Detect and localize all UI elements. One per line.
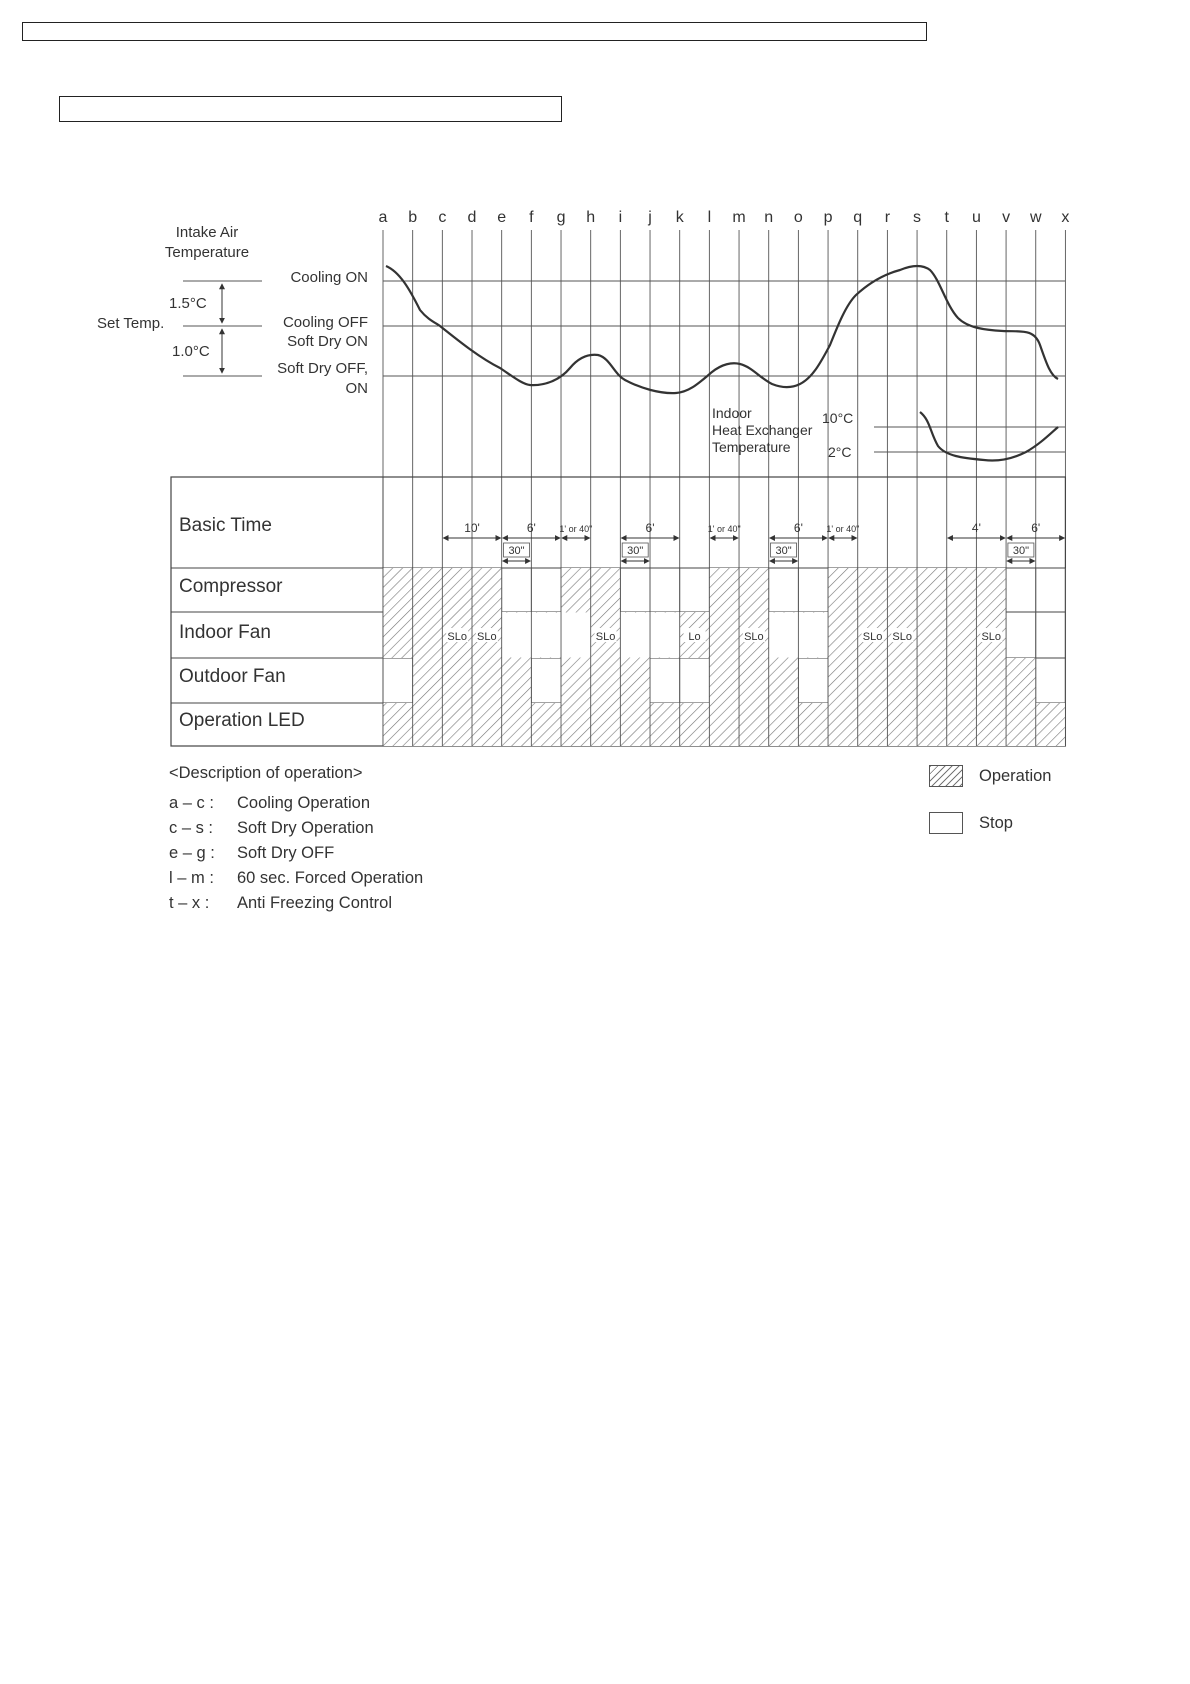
fan-speed-label: SLo <box>477 631 497 643</box>
row-label-compressor: Compressor <box>179 576 283 597</box>
level-soft-dry-off-on: ON <box>345 380 368 397</box>
short-span-label: 30" <box>508 545 525 557</box>
time-span-label: 6' <box>645 521 655 535</box>
intake-title-line2: Temperature <box>164 244 250 261</box>
column-letter-p: p <box>823 209 833 226</box>
intake-air-temperature-curve <box>386 266 1058 393</box>
level-soft-dry-on: Soft Dry ON <box>287 333 368 350</box>
description-item <box>169 819 374 838</box>
fan-speed-label: Lo <box>688 631 701 643</box>
column-letter-w: w <box>1029 209 1042 226</box>
column-letter-r: r <box>884 209 891 226</box>
column-letter-d: d <box>467 209 477 226</box>
legend-operation-swatch <box>929 765 963 787</box>
heat-exchanger-temperature-curve <box>920 412 1058 461</box>
description-text: Cooling Operation <box>237 794 370 812</box>
indoor-fan-stop-cell <box>502 613 591 658</box>
outdoor-fan-on-cell <box>709 658 798 703</box>
time-span-label: 4' <box>971 521 981 535</box>
column-letters <box>379 209 1070 226</box>
column-letter-m: m <box>732 209 746 226</box>
hex-label-line3: Temperature <box>712 439 791 455</box>
column-letter-b: b <box>408 209 418 226</box>
fan-speed-label: SLo <box>447 631 467 643</box>
time-span-label: 6' <box>793 521 803 535</box>
column-letter-a: a <box>378 209 388 226</box>
row-label-basic-time: Basic Time <box>179 515 272 536</box>
level-cooling-off: Cooling OFF <box>282 314 368 331</box>
level-soft-dry-off: Soft Dry OFF, <box>277 360 368 377</box>
column-letter-s: s <box>913 209 922 226</box>
time-span-label: 1' or 40" <box>707 524 741 534</box>
hex-label-line2: Heat Exchanger <box>712 422 813 438</box>
delta-upper-label: 1.5°C <box>169 295 207 312</box>
column-letter-t: t <box>944 209 949 226</box>
description-range: l – m : <box>169 869 214 887</box>
column-letter-v: v <box>1002 209 1011 226</box>
hex-level-low: 2°C <box>828 444 852 460</box>
description-range: c – s : <box>169 819 214 837</box>
description-item <box>169 794 370 813</box>
column-letter-j: j <box>648 209 652 226</box>
description-item <box>169 844 334 863</box>
time-span-label: 6' <box>1031 521 1041 535</box>
description-text: Anti Freezing Control <box>237 894 392 912</box>
description-range: a – c : <box>169 794 214 812</box>
outdoor-fan-on-cell <box>561 658 650 703</box>
column-letter-c: c <box>438 209 447 226</box>
column-letter-l: l <box>707 209 712 226</box>
short-span-label: 30" <box>627 545 644 557</box>
description-range: e – g : <box>169 844 215 862</box>
operation-hatches <box>383 568 1065 746</box>
column-letter-q: q <box>853 209 863 226</box>
column-letter-h: h <box>586 209 596 226</box>
basic-time-arrows <box>443 521 1064 561</box>
description-title: <Description of operation> <box>169 764 363 782</box>
legend-operation-label: Operation <box>979 767 1052 785</box>
row-label-operation-led: Operation LED <box>179 710 305 731</box>
time-span-label: 6' <box>526 521 536 535</box>
operation-led-on-cell <box>383 703 1065 746</box>
fan-speed-label: SLo <box>981 631 1002 643</box>
time-span-label: 1' or 40" <box>559 524 593 534</box>
row-label-indoor-fan: Indoor Fan <box>179 622 271 643</box>
column-letter-f: f <box>529 209 534 226</box>
legend-stop-swatch <box>929 812 963 834</box>
column-letter-u: u <box>971 209 981 226</box>
fan-speed-label: SLo <box>744 631 764 643</box>
row-label-outdoor-fan: Outdoor Fan <box>179 666 286 687</box>
column-letter-g: g <box>556 209 566 226</box>
short-span-label: 30" <box>775 545 792 557</box>
column-letter-n: n <box>764 209 774 226</box>
short-span-label: 30" <box>1012 545 1029 557</box>
column-letter-k: k <box>675 209 684 226</box>
time-span-label: 10' <box>464 521 480 535</box>
fan-speed-label: SLo <box>595 631 616 643</box>
outdoor-fan-on-cell <box>828 658 1036 703</box>
column-letter-x: x <box>1061 209 1070 226</box>
column-letter-i: i <box>618 209 623 226</box>
description-item <box>169 869 423 888</box>
delta-lower-label: 1.0°C <box>172 343 210 360</box>
hex-level-high: 10°C <box>822 410 854 426</box>
level-cooling-on: Cooling ON <box>290 269 368 286</box>
description-item <box>169 894 392 913</box>
description-text: 60 sec. Forced Operation <box>237 869 424 887</box>
description-text: Soft Dry OFF <box>237 844 335 862</box>
column-letter-o: o <box>793 209 803 226</box>
column-letter-e: e <box>497 209 507 226</box>
description-text: Soft Dry Operation <box>237 819 374 837</box>
intake-title-line1: Intake Air <box>175 224 239 241</box>
hex-label-line1: Indoor <box>712 405 752 421</box>
description-range: t – x : <box>169 894 210 912</box>
fan-speed-label: SLo <box>862 631 883 643</box>
legend-stop-label: Stop <box>979 814 1013 832</box>
fan-speed-label: SLo <box>892 631 913 643</box>
set-temp-label: Set Temp. <box>97 315 165 332</box>
time-span-label: 1' or 40" <box>826 524 860 534</box>
